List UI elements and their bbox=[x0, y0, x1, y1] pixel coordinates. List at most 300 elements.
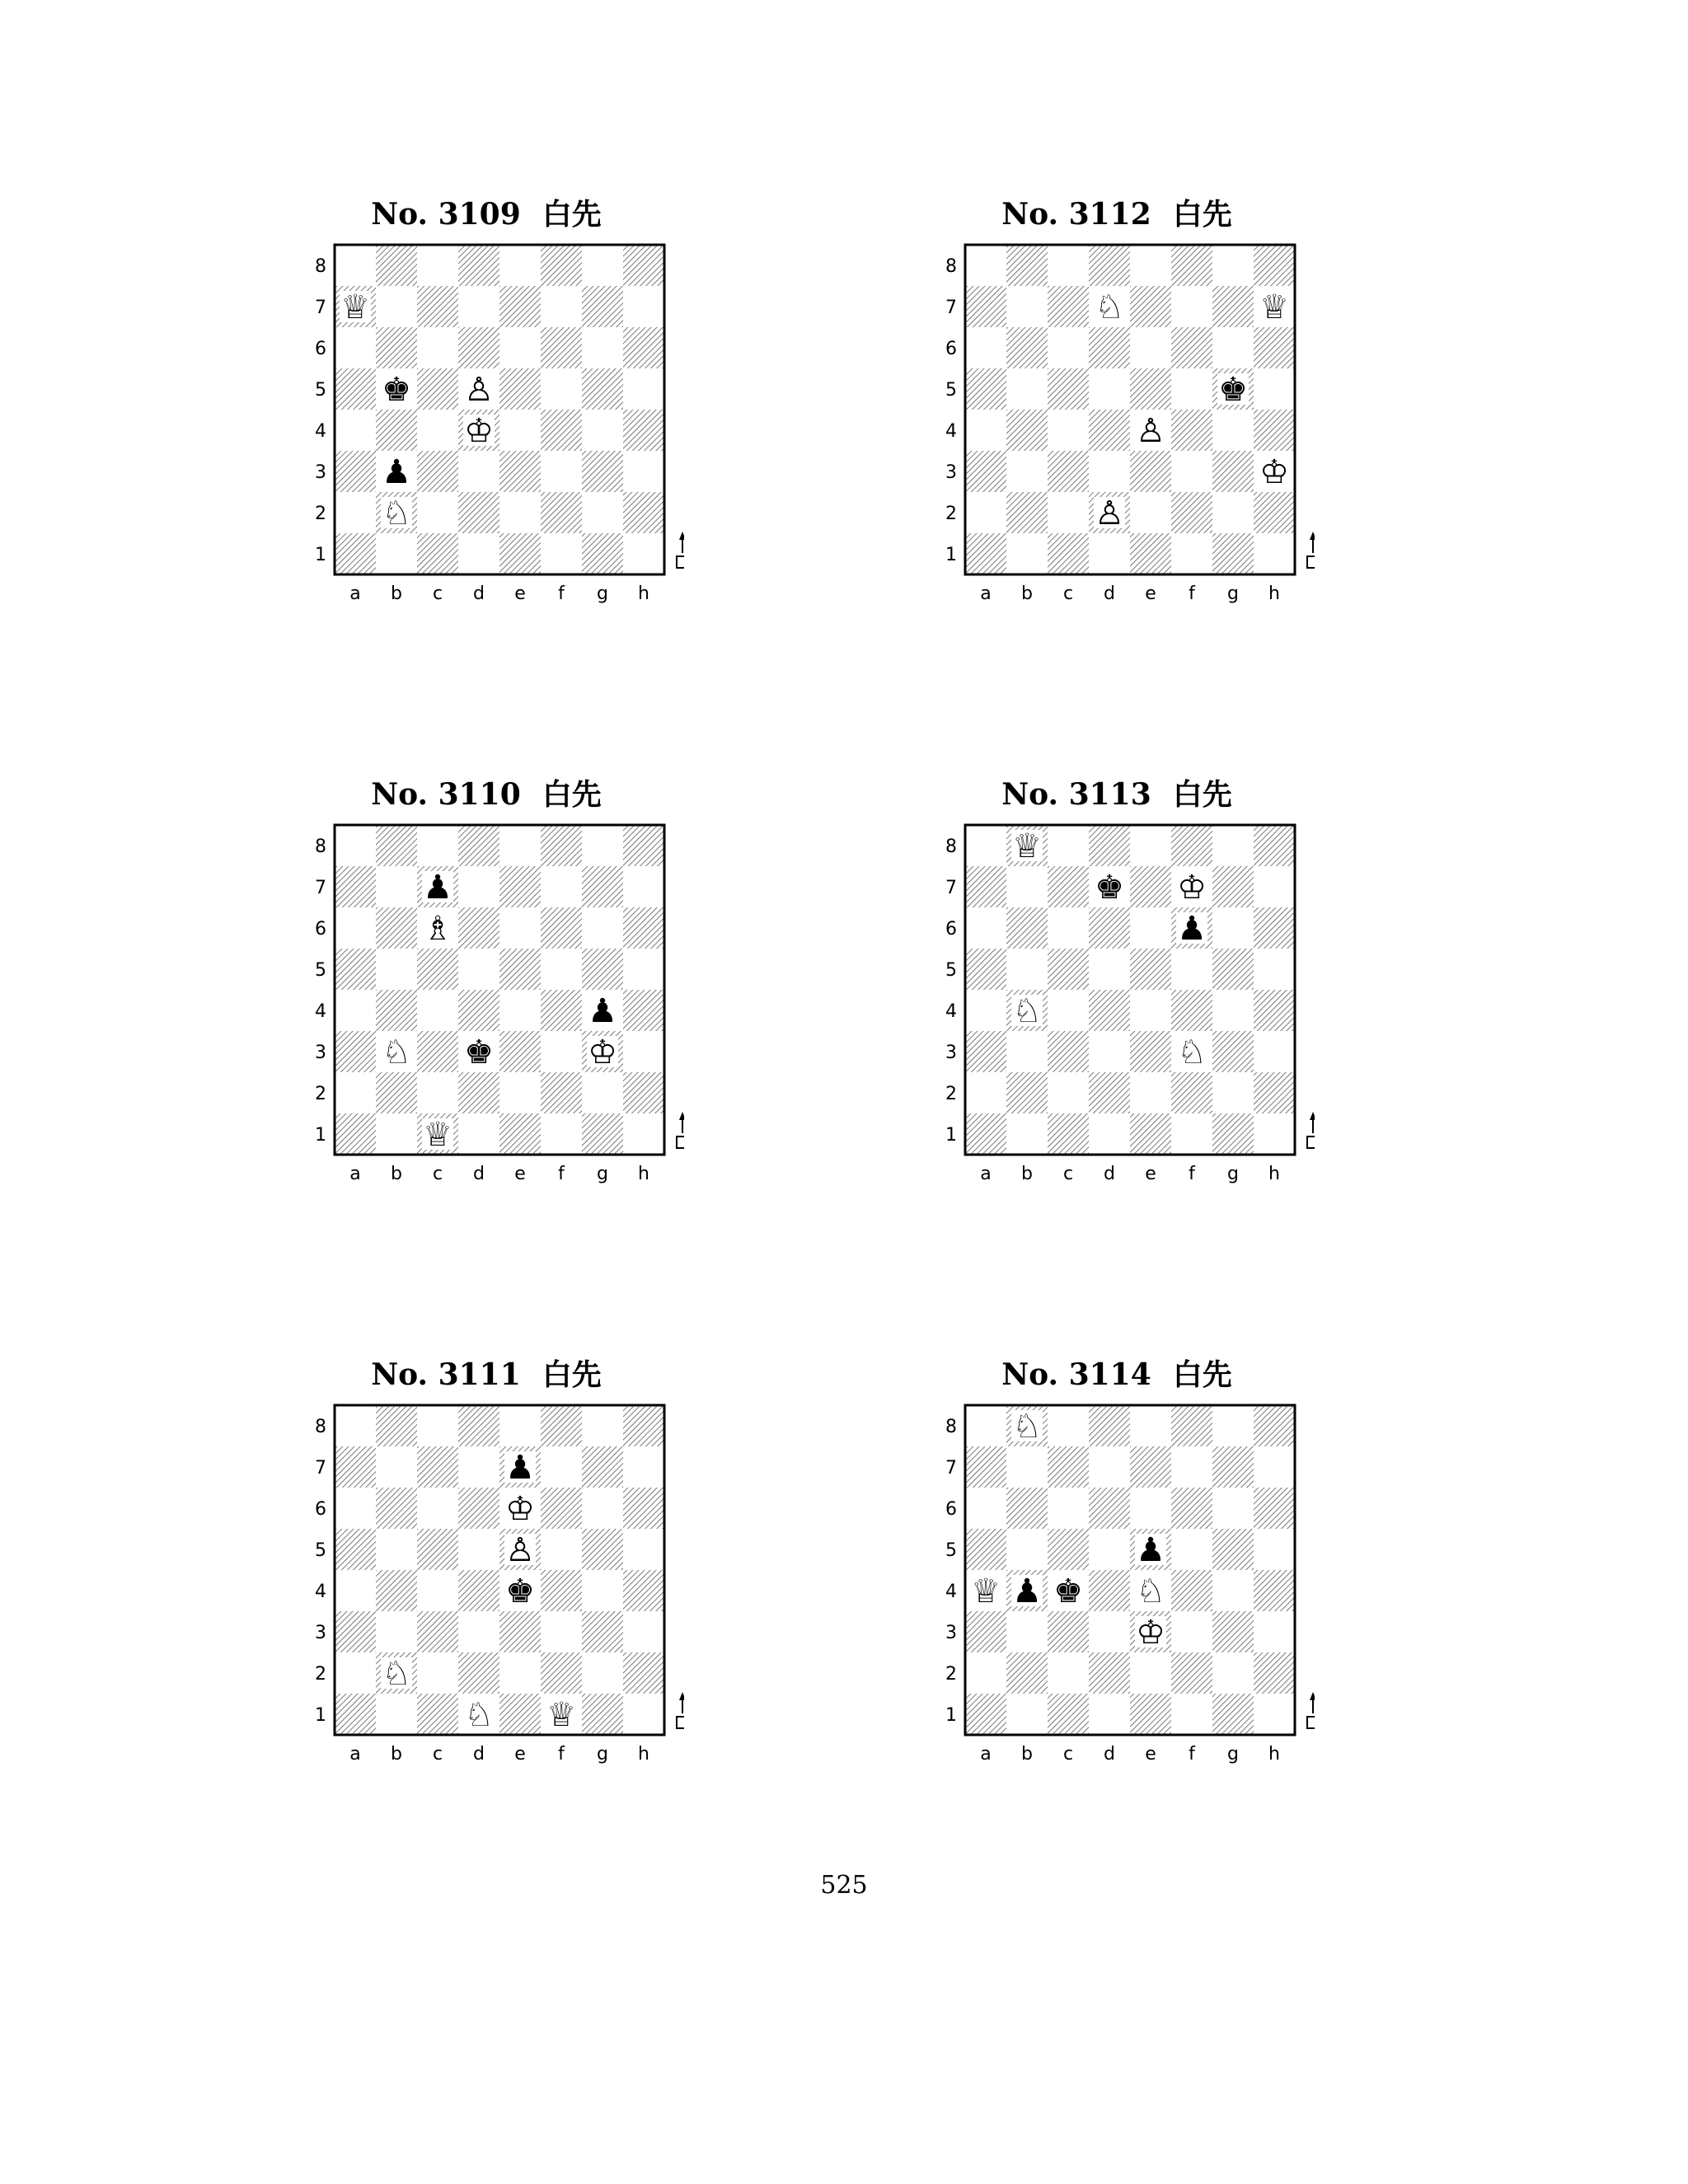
file-label: g bbox=[1227, 583, 1239, 604]
light-square-c8 bbox=[417, 245, 458, 286]
rank-label: 3 bbox=[945, 1623, 957, 1643]
light-square-d7 bbox=[458, 1446, 499, 1488]
dark-square-e5 bbox=[1130, 368, 1171, 410]
dark-square-b8 bbox=[376, 245, 417, 286]
dark-square-g5 bbox=[1212, 1529, 1254, 1570]
dark-square-d4 bbox=[1089, 1570, 1130, 1611]
light-square-g4 bbox=[1212, 990, 1254, 1031]
dark-square-h6 bbox=[1254, 1488, 1295, 1529]
dark-square-f2 bbox=[1171, 1072, 1212, 1113]
dark-square-a1 bbox=[335, 1694, 376, 1735]
dark-square-d8 bbox=[1089, 245, 1130, 286]
dark-square-b6 bbox=[1006, 1488, 1048, 1529]
white-to-move-arrow-icon bbox=[677, 532, 684, 568]
white-king-icon: ♔ bbox=[464, 412, 494, 450]
dark-square-g1 bbox=[582, 1694, 623, 1735]
dark-square-f4 bbox=[541, 1570, 582, 1611]
file-label: g bbox=[597, 583, 608, 604]
light-square-h7 bbox=[623, 866, 664, 907]
light-square-a8 bbox=[335, 825, 376, 866]
dark-square-f6 bbox=[1171, 1488, 1212, 1529]
rank-label: 8 bbox=[945, 1417, 957, 1437]
file-label: g bbox=[597, 1744, 608, 1765]
white-knight-icon: ♘ bbox=[1095, 288, 1124, 326]
dark-square-h2 bbox=[1254, 1072, 1295, 1113]
dark-square-h2 bbox=[1254, 492, 1295, 533]
light-square-c4 bbox=[417, 990, 458, 1031]
light-square-e2 bbox=[1130, 492, 1171, 533]
white-to-move-arrow-icon bbox=[1307, 532, 1315, 568]
light-square-a8 bbox=[335, 1405, 376, 1446]
light-square-h7 bbox=[1254, 1446, 1295, 1488]
dark-square-e5 bbox=[499, 949, 541, 990]
light-square-g4 bbox=[582, 410, 623, 451]
dark-square-a7 bbox=[335, 866, 376, 907]
light-square-b1 bbox=[376, 1694, 417, 1735]
file-label: f bbox=[1189, 1164, 1195, 1184]
dark-square-c5 bbox=[417, 949, 458, 990]
light-square-a2 bbox=[965, 1072, 1006, 1113]
light-square-e4 bbox=[1130, 990, 1171, 1031]
dark-square-b4 bbox=[1006, 410, 1048, 451]
dark-square-d6 bbox=[458, 907, 499, 949]
light-square-a6 bbox=[335, 327, 376, 368]
light-square-a2 bbox=[335, 1072, 376, 1113]
light-square-f1 bbox=[1171, 1113, 1212, 1155]
dark-square-h2 bbox=[1254, 1652, 1295, 1694]
light-square-b1 bbox=[1006, 533, 1048, 574]
white-knight-icon: ♘ bbox=[382, 494, 411, 532]
light-square-g2 bbox=[1212, 1652, 1254, 1694]
light-square-b5 bbox=[1006, 949, 1048, 990]
rank-label: 7 bbox=[945, 878, 957, 898]
dark-square-g3 bbox=[582, 1611, 623, 1652]
dark-square-c7 bbox=[1048, 1446, 1089, 1488]
light-square-b7 bbox=[1006, 1446, 1048, 1488]
dark-square-h6 bbox=[1254, 907, 1295, 949]
light-square-h3 bbox=[623, 1611, 664, 1652]
dark-square-e1 bbox=[499, 1694, 541, 1735]
light-square-a4 bbox=[335, 990, 376, 1031]
dark-square-d4 bbox=[458, 1570, 499, 1611]
problem-title bbox=[288, 194, 684, 235]
light-square-c6 bbox=[1048, 327, 1089, 368]
dark-square-h4 bbox=[1254, 990, 1295, 1031]
problem-title bbox=[919, 1354, 1315, 1395]
light-square-g2 bbox=[1212, 492, 1254, 533]
dark-square-h8 bbox=[1254, 825, 1295, 866]
dark-square-a5 bbox=[965, 1529, 1006, 1570]
light-square-h1 bbox=[623, 1694, 664, 1735]
rank-label: 4 bbox=[315, 1001, 326, 1022]
page-number: 525 bbox=[820, 1871, 868, 1900]
black-king-icon: ♚ bbox=[464, 1033, 494, 1071]
dark-square-h2 bbox=[623, 1072, 664, 1113]
chess-diagram bbox=[919, 235, 1315, 622]
dark-square-e7 bbox=[1130, 1446, 1171, 1488]
problem-number: No. 3111 bbox=[371, 1357, 521, 1392]
dark-square-e1 bbox=[1130, 533, 1171, 574]
chess-diagram bbox=[919, 1395, 1315, 1783]
dark-square-d6 bbox=[1089, 327, 1130, 368]
light-square-e8 bbox=[499, 1405, 541, 1446]
light-square-g8 bbox=[582, 825, 623, 866]
rank-label: 3 bbox=[945, 1043, 957, 1063]
dark-square-a5 bbox=[965, 949, 1006, 990]
light-square-d5 bbox=[458, 1529, 499, 1570]
dark-square-d8 bbox=[1089, 1405, 1130, 1446]
light-square-g4 bbox=[1212, 1570, 1254, 1611]
file-label: e bbox=[1145, 1164, 1156, 1184]
problem-3112 bbox=[919, 194, 1315, 622]
light-square-f7 bbox=[1171, 1446, 1212, 1488]
rank-label: 7 bbox=[315, 298, 326, 318]
rank-label: 2 bbox=[315, 504, 326, 524]
white-to-move-arrow-icon bbox=[1307, 1692, 1315, 1728]
white-king-icon: ♔ bbox=[588, 1033, 617, 1071]
light-square-e2 bbox=[1130, 1652, 1171, 1694]
light-square-g8 bbox=[1212, 245, 1254, 286]
dark-square-g3 bbox=[1212, 1611, 1254, 1652]
light-square-b7 bbox=[376, 286, 417, 327]
problem-3109 bbox=[288, 194, 684, 622]
light-square-g6 bbox=[582, 327, 623, 368]
light-square-b1 bbox=[376, 1113, 417, 1155]
light-square-f5 bbox=[541, 368, 582, 410]
light-square-e8 bbox=[499, 245, 541, 286]
white-queen-icon: ♕ bbox=[971, 1572, 1001, 1610]
dark-square-b4 bbox=[376, 410, 417, 451]
light-square-e8 bbox=[1130, 825, 1171, 866]
rank-label: 3 bbox=[315, 1623, 326, 1643]
file-label: h bbox=[638, 1164, 649, 1184]
light-square-e8 bbox=[499, 825, 541, 866]
dark-square-a1 bbox=[965, 1113, 1006, 1155]
dark-square-b2 bbox=[1006, 492, 1048, 533]
light-square-c8 bbox=[1048, 825, 1089, 866]
dark-square-c1 bbox=[417, 533, 458, 574]
dark-square-a1 bbox=[335, 533, 376, 574]
light-square-h1 bbox=[623, 533, 664, 574]
light-square-h3 bbox=[623, 1031, 664, 1072]
rank-label: 1 bbox=[315, 545, 326, 565]
dark-square-g7 bbox=[1212, 866, 1254, 907]
light-square-d1 bbox=[1089, 533, 1130, 574]
light-square-h7 bbox=[623, 1446, 664, 1488]
light-square-f1 bbox=[541, 533, 582, 574]
dark-square-a7 bbox=[335, 1446, 376, 1488]
rank-label: 7 bbox=[945, 298, 957, 318]
light-square-e2 bbox=[499, 1652, 541, 1694]
light-square-h5 bbox=[623, 368, 664, 410]
dark-square-g1 bbox=[582, 533, 623, 574]
rank-label: 1 bbox=[945, 1125, 957, 1146]
file-label: g bbox=[597, 1164, 608, 1184]
chess-diagram bbox=[288, 235, 684, 622]
light-square-e2 bbox=[499, 1072, 541, 1113]
dark-square-e5 bbox=[499, 368, 541, 410]
light-square-c6 bbox=[1048, 907, 1089, 949]
dark-square-h8 bbox=[623, 825, 664, 866]
dark-square-g5 bbox=[582, 368, 623, 410]
dark-square-g7 bbox=[582, 286, 623, 327]
file-label: h bbox=[638, 1744, 649, 1765]
light-square-f3 bbox=[541, 1031, 582, 1072]
problem-3110 bbox=[288, 774, 684, 1202]
white-king-icon: ♔ bbox=[505, 1490, 535, 1528]
rank-label: 8 bbox=[945, 256, 957, 277]
side-to-move: 白先 bbox=[542, 778, 602, 812]
light-square-c2 bbox=[1048, 1652, 1089, 1694]
dark-square-d6 bbox=[1089, 907, 1130, 949]
dark-square-g1 bbox=[1212, 533, 1254, 574]
dark-square-d6 bbox=[458, 1488, 499, 1529]
light-square-e6 bbox=[1130, 327, 1171, 368]
rank-label: 1 bbox=[315, 1125, 326, 1146]
file-label: d bbox=[1104, 583, 1115, 604]
white-king-icon: ♔ bbox=[1177, 869, 1207, 907]
dark-square-g1 bbox=[582, 1113, 623, 1155]
rank-label: 4 bbox=[945, 1001, 957, 1022]
light-square-c8 bbox=[417, 825, 458, 866]
dark-square-c1 bbox=[1048, 1694, 1089, 1735]
white-king-icon: ♔ bbox=[1259, 453, 1289, 491]
problem-title bbox=[919, 194, 1315, 235]
file-label: g bbox=[1227, 1744, 1239, 1765]
dark-square-d2 bbox=[1089, 1652, 1130, 1694]
light-square-a2 bbox=[965, 492, 1006, 533]
light-square-g6 bbox=[1212, 907, 1254, 949]
dark-square-d8 bbox=[1089, 825, 1130, 866]
file-label: d bbox=[473, 1744, 485, 1765]
white-queen-icon: ♕ bbox=[546, 1696, 576, 1734]
light-square-f1 bbox=[1171, 1694, 1212, 1735]
white-to-move-arrow-icon bbox=[677, 1112, 684, 1148]
light-square-a4 bbox=[965, 410, 1006, 451]
light-square-d5 bbox=[1089, 1529, 1130, 1570]
black-king-icon: ♚ bbox=[505, 1572, 535, 1610]
light-square-h1 bbox=[1254, 1694, 1295, 1735]
dark-square-g5 bbox=[582, 1529, 623, 1570]
dark-square-a5 bbox=[965, 368, 1006, 410]
file-label: b bbox=[391, 1164, 402, 1184]
dark-square-e7 bbox=[1130, 286, 1171, 327]
problem-number: No. 3112 bbox=[1001, 197, 1151, 232]
white-pawn-icon: ♙ bbox=[1136, 412, 1165, 450]
light-square-h5 bbox=[623, 949, 664, 990]
white-to-move-arrow-icon bbox=[1307, 1112, 1315, 1148]
rank-label: 7 bbox=[945, 1458, 957, 1479]
light-square-g2 bbox=[582, 492, 623, 533]
light-square-f3 bbox=[541, 1611, 582, 1652]
black-pawn-icon: ♟ bbox=[423, 869, 452, 907]
rank-label: 5 bbox=[315, 380, 326, 401]
problem-3114 bbox=[919, 1354, 1315, 1783]
rank-label: 4 bbox=[945, 421, 957, 442]
chess-diagram bbox=[288, 815, 684, 1202]
problem-title bbox=[288, 774, 684, 815]
dark-square-e3 bbox=[1130, 1031, 1171, 1072]
file-label: c bbox=[1062, 1744, 1074, 1765]
dark-square-b6 bbox=[1006, 327, 1048, 368]
side-to-move: 白先 bbox=[542, 198, 602, 232]
light-square-g6 bbox=[1212, 327, 1254, 368]
file-label: f bbox=[558, 1744, 565, 1765]
black-pawn-icon: ♟ bbox=[505, 1449, 535, 1487]
light-square-d5 bbox=[1089, 949, 1130, 990]
light-square-h3 bbox=[623, 451, 664, 492]
light-square-g2 bbox=[582, 1072, 623, 1113]
light-square-a6 bbox=[965, 327, 1006, 368]
problem-title bbox=[919, 774, 1315, 815]
dark-square-h8 bbox=[1254, 1405, 1295, 1446]
light-square-d5 bbox=[1089, 368, 1130, 410]
light-square-f3 bbox=[1171, 451, 1212, 492]
light-square-b5 bbox=[376, 1529, 417, 1570]
light-square-b3 bbox=[1006, 451, 1048, 492]
dark-square-f8 bbox=[1171, 1405, 1212, 1446]
dark-square-h8 bbox=[623, 245, 664, 286]
dark-square-e3 bbox=[1130, 451, 1171, 492]
light-square-e6 bbox=[499, 907, 541, 949]
light-square-g8 bbox=[582, 1405, 623, 1446]
dark-square-f8 bbox=[541, 1405, 582, 1446]
side-to-move: 白先 bbox=[1172, 198, 1232, 232]
dark-square-b2 bbox=[1006, 1652, 1048, 1694]
file-label: a bbox=[980, 1164, 992, 1184]
dark-square-g5 bbox=[1212, 949, 1254, 990]
dark-square-f4 bbox=[541, 990, 582, 1031]
file-label: f bbox=[558, 1164, 565, 1184]
dark-square-h2 bbox=[623, 1652, 664, 1694]
dark-square-e3 bbox=[499, 1611, 541, 1652]
file-label: e bbox=[1145, 583, 1156, 604]
rank-label: 2 bbox=[945, 1084, 957, 1104]
rank-label: 6 bbox=[315, 1499, 326, 1520]
light-square-a4 bbox=[965, 990, 1006, 1031]
light-square-d3 bbox=[1089, 1031, 1130, 1072]
light-square-d3 bbox=[458, 1611, 499, 1652]
black-pawn-icon: ♟ bbox=[1136, 1531, 1165, 1569]
light-square-a8 bbox=[965, 245, 1006, 286]
light-square-e8 bbox=[1130, 1405, 1171, 1446]
problem-3113 bbox=[919, 774, 1315, 1202]
side-to-move: 白先 bbox=[1172, 778, 1232, 812]
file-label: b bbox=[1021, 1164, 1033, 1184]
dark-square-e7 bbox=[1130, 866, 1171, 907]
dark-square-g1 bbox=[1212, 1113, 1254, 1155]
dark-square-c7 bbox=[1048, 866, 1089, 907]
light-square-f5 bbox=[1171, 1529, 1212, 1570]
light-square-b7 bbox=[376, 866, 417, 907]
light-square-g8 bbox=[582, 245, 623, 286]
light-square-c4 bbox=[417, 1570, 458, 1611]
dark-square-c1 bbox=[1048, 1113, 1089, 1155]
dark-square-f8 bbox=[541, 825, 582, 866]
file-label: b bbox=[1021, 583, 1033, 604]
dark-square-h6 bbox=[623, 1488, 664, 1529]
dark-square-a1 bbox=[965, 533, 1006, 574]
white-bishop-icon: ♗ bbox=[423, 910, 452, 948]
dark-square-d2 bbox=[458, 492, 499, 533]
light-square-a2 bbox=[335, 1652, 376, 1694]
white-knight-icon: ♘ bbox=[1012, 992, 1042, 1030]
file-label: b bbox=[1021, 1744, 1033, 1765]
dark-square-c1 bbox=[417, 1694, 458, 1735]
light-square-g6 bbox=[1212, 1488, 1254, 1529]
file-label: h bbox=[1268, 583, 1280, 604]
light-square-f7 bbox=[541, 286, 582, 327]
light-square-c4 bbox=[1048, 410, 1089, 451]
file-label: e bbox=[1145, 1744, 1156, 1765]
dark-square-f8 bbox=[1171, 825, 1212, 866]
file-label: e bbox=[514, 1744, 526, 1765]
side-to-move: 白先 bbox=[542, 1358, 602, 1392]
file-label: c bbox=[432, 1164, 443, 1184]
light-square-h5 bbox=[1254, 949, 1295, 990]
dark-square-f6 bbox=[541, 327, 582, 368]
light-square-f5 bbox=[541, 949, 582, 990]
file-label: d bbox=[1104, 1164, 1115, 1184]
file-label: c bbox=[432, 583, 443, 604]
light-square-c4 bbox=[417, 410, 458, 451]
light-square-c8 bbox=[1048, 245, 1089, 286]
dark-square-a1 bbox=[335, 1113, 376, 1155]
light-square-d3 bbox=[1089, 451, 1130, 492]
file-label: a bbox=[980, 583, 992, 604]
dark-square-b8 bbox=[1006, 245, 1048, 286]
dark-square-a7 bbox=[965, 286, 1006, 327]
dark-square-b2 bbox=[1006, 1072, 1048, 1113]
dark-square-d6 bbox=[458, 327, 499, 368]
dark-square-h6 bbox=[1254, 327, 1295, 368]
dark-square-f6 bbox=[1171, 327, 1212, 368]
light-square-a6 bbox=[335, 1488, 376, 1529]
light-square-b3 bbox=[376, 1611, 417, 1652]
light-square-g2 bbox=[582, 1652, 623, 1694]
light-square-h3 bbox=[1254, 1031, 1295, 1072]
dark-square-e7 bbox=[499, 286, 541, 327]
dark-square-a3 bbox=[335, 451, 376, 492]
rank-label: 3 bbox=[945, 462, 957, 483]
problem-number: No. 3109 bbox=[371, 197, 521, 232]
light-square-e4 bbox=[499, 990, 541, 1031]
dark-square-d2 bbox=[1089, 1072, 1130, 1113]
light-square-a6 bbox=[965, 907, 1006, 949]
light-square-a6 bbox=[965, 1488, 1006, 1529]
dark-square-a3 bbox=[965, 451, 1006, 492]
white-pawn-icon: ♙ bbox=[505, 1531, 535, 1569]
dark-square-b6 bbox=[376, 907, 417, 949]
light-square-b3 bbox=[1006, 1611, 1048, 1652]
light-square-d5 bbox=[458, 949, 499, 990]
white-queen-icon: ♕ bbox=[340, 288, 370, 326]
dark-square-a3 bbox=[965, 1031, 1006, 1072]
light-square-f7 bbox=[541, 1446, 582, 1488]
dark-square-h4 bbox=[623, 990, 664, 1031]
dark-square-d8 bbox=[458, 245, 499, 286]
light-square-g8 bbox=[1212, 825, 1254, 866]
chess-diagram bbox=[919, 815, 1315, 1202]
dark-square-d4 bbox=[458, 990, 499, 1031]
white-knight-icon: ♘ bbox=[1012, 1408, 1042, 1446]
light-square-d7 bbox=[1089, 1446, 1130, 1488]
file-label: f bbox=[558, 583, 565, 604]
dark-square-c5 bbox=[1048, 368, 1089, 410]
dark-square-h4 bbox=[1254, 1570, 1295, 1611]
chess-diagram bbox=[288, 1395, 684, 1783]
rank-label: 1 bbox=[945, 545, 957, 565]
